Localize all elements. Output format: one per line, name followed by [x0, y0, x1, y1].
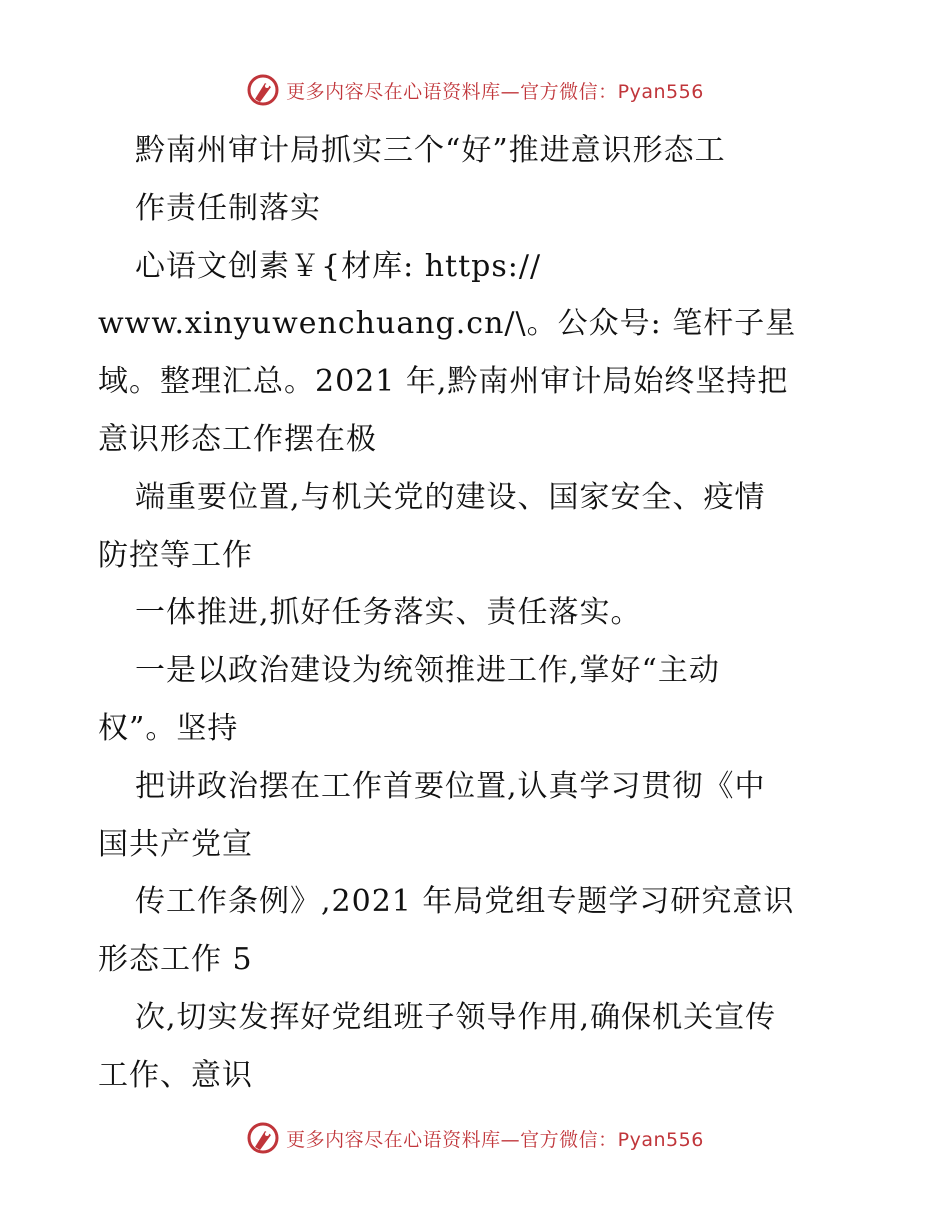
document-line: 一体推进,抓好任务落实、责任落实。 — [135, 595, 642, 631]
footer-watermark-banner — [0, 1118, 950, 1158]
document-line: 作责任制落实 — [135, 190, 321, 226]
document-line: 黔南州审计局抓实三个“好”推进意识形态工 — [135, 133, 726, 168]
document-line: www.xinyuwenchuang.cn/\。公众号: 笔杆子星 — [98, 306, 797, 342]
banner-text: 更多内容尽在心语资料库—官方微信：Pyan556 — [286, 80, 704, 103]
document-line: 一是以政治建设为统领推进工作,掌好“主动 — [135, 653, 720, 689]
document-line: 传工作条例》,2021 年局党组专题学习研究意识 — [135, 884, 795, 920]
document-line: 次,切实发挥好党组班子领导作用,确保机关宣传 — [135, 999, 777, 1035]
document-line: 域。整理汇总。2021 年,黔南州审计局始终坚持把 — [98, 364, 789, 400]
wechat-id: Pyan556 — [617, 80, 704, 103]
header-watermark-banner — [0, 70, 950, 110]
document-line: 把讲政治摆在工作首要位置,认真学习贯彻《中 — [135, 768, 766, 804]
document-line: 意识形态工作摆在极 — [98, 421, 377, 457]
document-line: 工作、意识 — [98, 1057, 253, 1093]
document-body — [98, 122, 858, 1105]
document-line: 权”。坚持 — [98, 710, 239, 746]
banner-text: 更多内容尽在心语资料库—官方微信：Pyan556 — [286, 1128, 704, 1151]
pen-nib-circle-icon — [246, 1121, 280, 1155]
document-line: 防控等工作 — [98, 537, 253, 573]
document-line: 心语文创素￥{材库: https:// — [135, 248, 542, 284]
document-line: 形态工作 5 — [98, 942, 253, 978]
document-line: 国共产党宣 — [98, 826, 253, 862]
pen-nib-circle-icon — [246, 73, 280, 107]
document-line: 端重要位置,与机关党的建设、国家安全、疫情 — [135, 479, 766, 515]
wechat-id: Pyan556 — [617, 1128, 704, 1151]
